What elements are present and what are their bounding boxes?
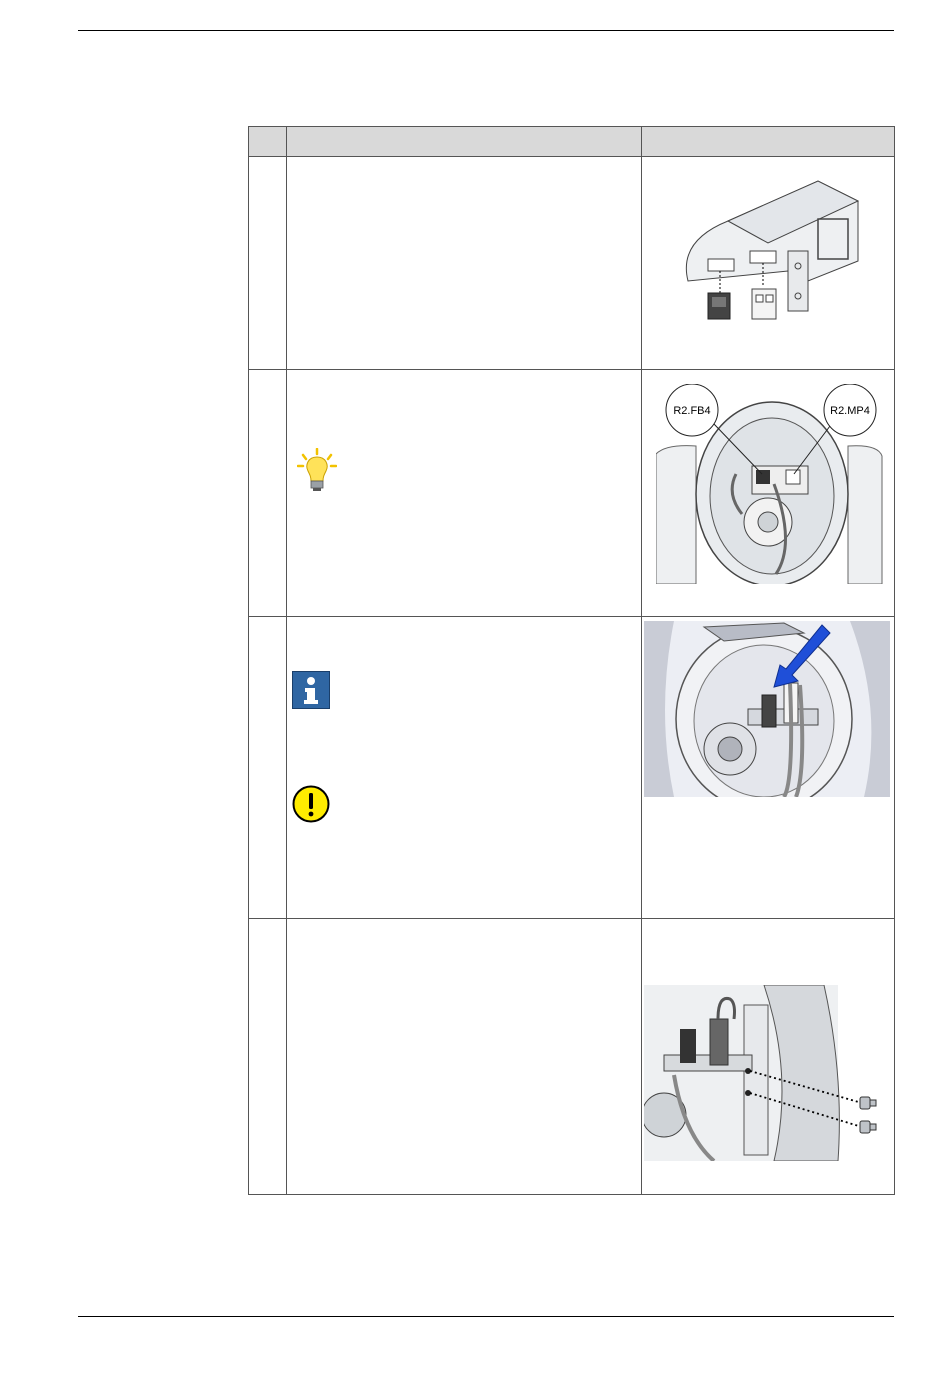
connector-bracket-arrow-icon	[644, 621, 890, 797]
callout-r2-mp4: R2.MP4	[830, 405, 870, 417]
caution-icon	[292, 785, 330, 823]
header-cell-action	[287, 127, 642, 157]
illustration-cell	[642, 157, 895, 370]
table-header-row	[249, 127, 895, 157]
action-cell	[287, 617, 642, 919]
tip-lightbulb-icon	[297, 448, 337, 492]
header-cell-step	[249, 127, 287, 157]
bracket-screws-icon	[644, 985, 880, 1161]
action-cell	[287, 157, 642, 370]
table-row	[249, 617, 895, 919]
header-rule	[78, 30, 894, 31]
step-number-cell	[249, 157, 287, 370]
table-row	[249, 370, 895, 617]
table-row	[249, 919, 895, 1195]
footer-rule	[78, 1316, 894, 1317]
step-number-cell	[249, 370, 287, 617]
action-cell	[287, 919, 642, 1195]
action-cell	[287, 370, 642, 617]
illustration-cell	[642, 617, 895, 919]
motor-cover-open-icon	[656, 384, 888, 584]
procedure-table	[248, 126, 895, 1195]
step-number-cell	[249, 617, 287, 919]
illustration-cell	[642, 919, 895, 1195]
step-number-cell	[249, 919, 287, 1195]
callout-r2-fb4: R2.FB4	[673, 405, 711, 417]
illustration-cell	[642, 370, 895, 617]
table-row	[249, 157, 895, 370]
information-icon	[292, 671, 330, 709]
connectors-and-cover-icon	[668, 171, 868, 321]
header-cell-info	[642, 127, 895, 157]
